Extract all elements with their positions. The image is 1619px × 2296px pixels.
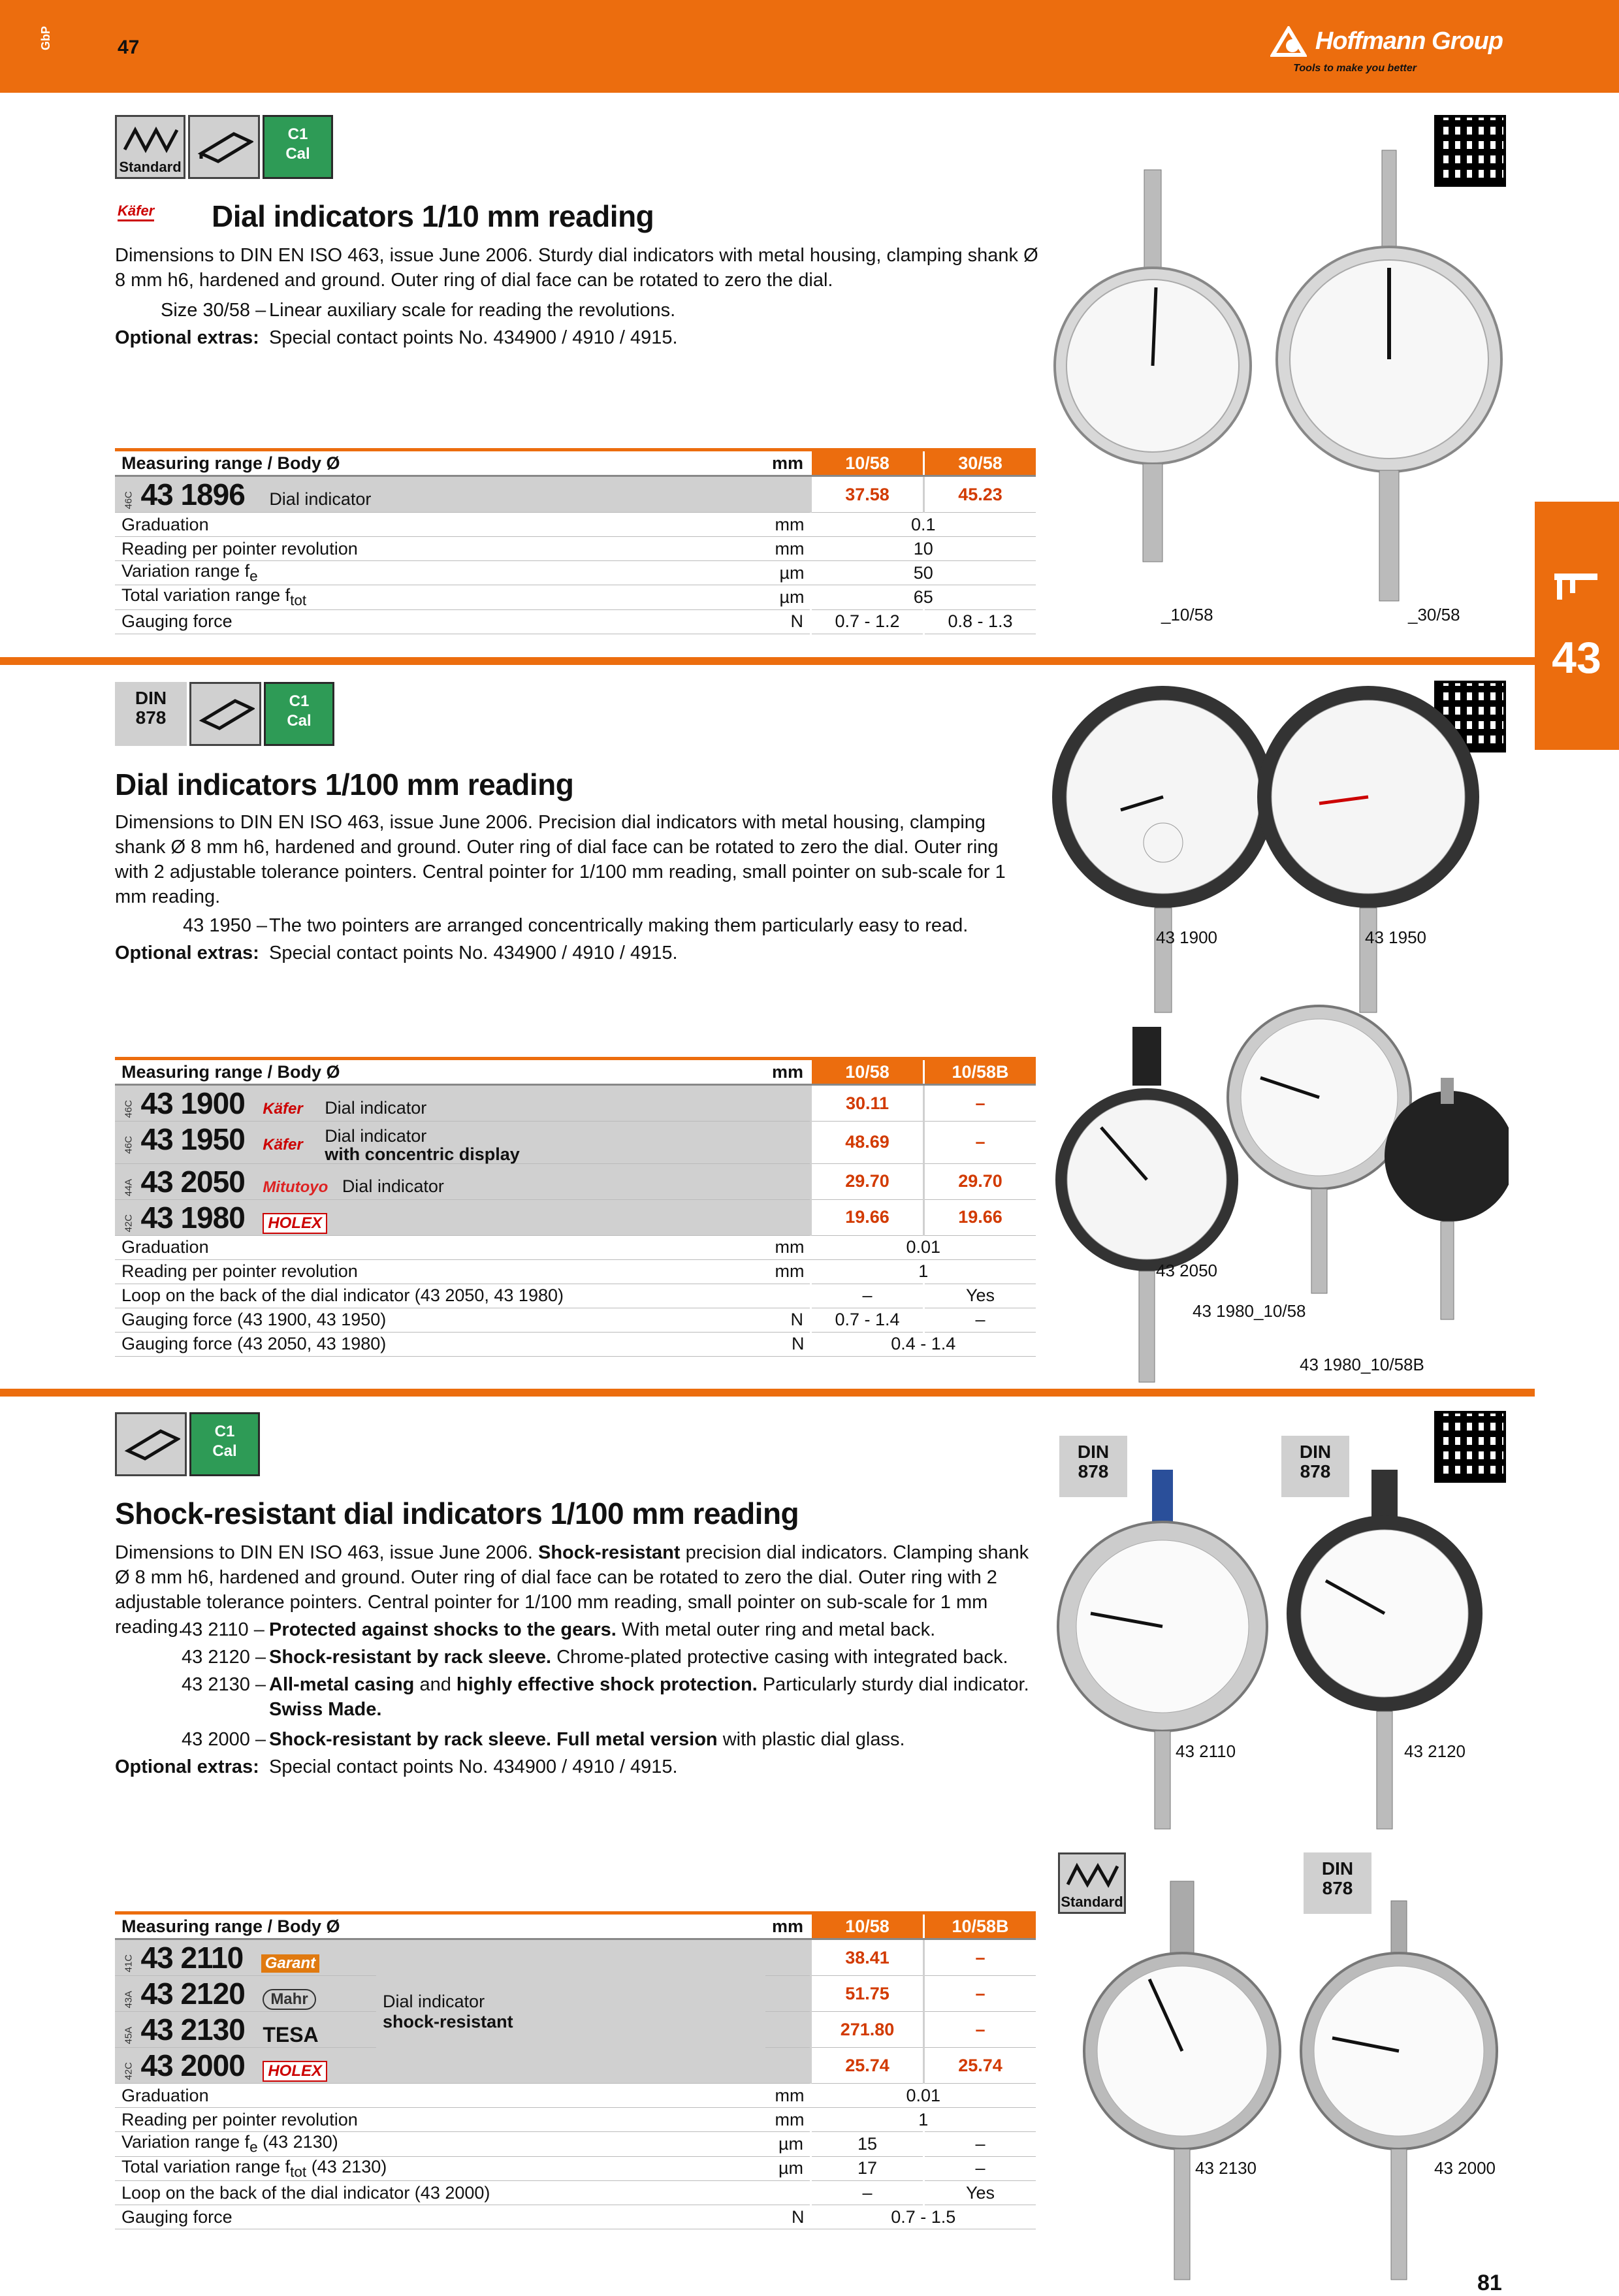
spec-value: 0.01 <box>811 2084 1036 2108</box>
section-divider <box>0 1389 1535 1397</box>
calibration-badge <box>264 682 334 746</box>
article-brand-logo: Mahr <box>263 1989 315 2010</box>
header-label: Measuring range / Body Ø <box>115 1913 765 1939</box>
spec-label-text: Variation range f <box>121 561 250 581</box>
dial-indicator-image-30-58 <box>1260 144 1515 614</box>
spec-value: 10 <box>811 537 1036 561</box>
brand-name: Hoffmann Group <box>1315 27 1503 55</box>
article-cell <box>115 2048 376 2084</box>
article-price-1: 51.75 <box>811 1976 924 2012</box>
article-code: 44A <box>123 1178 135 1197</box>
section-page-number: 47 <box>118 37 140 58</box>
table-header-row <box>115 1059 1036 1085</box>
article-number[interactable]: 43 1980 <box>140 1200 245 1235</box>
spec-row <box>115 2181 1036 2205</box>
spec-value-1: 15 <box>811 2132 924 2156</box>
article-price-1: 48.69 <box>811 1122 924 1164</box>
gauge-badge <box>189 682 261 746</box>
calibration-badge-bottom: Cal <box>287 712 312 730</box>
article-row[interactable] <box>115 1199 1036 1235</box>
article-cell <box>115 1085 765 1122</box>
article-price-1: 271.80 <box>811 2012 924 2048</box>
din-badge <box>115 682 187 746</box>
article-brand-logo: Mitutoyo <box>263 1178 329 1196</box>
spec-unit: N <box>765 1332 811 1356</box>
section1-title: Dial indicators 1/10 mm reading <box>212 199 654 233</box>
spec-label <box>115 585 765 609</box>
spec-unit: N <box>765 2205 811 2229</box>
article-row[interactable] <box>115 1085 1036 1122</box>
spec-label <box>115 561 765 585</box>
article-price-1: 29.70 <box>811 1163 924 1199</box>
spec-value-1: – <box>811 2181 924 2205</box>
spec-value-1: 17 <box>811 2156 924 2180</box>
section1-note-text: Linear auxiliary scale for reading the revolutions. <box>269 300 676 321</box>
article-brand-logo: HOLEX <box>263 2061 327 2082</box>
section2-spec-table <box>115 1057 1036 1357</box>
calibration-badge-bottom: Cal <box>212 1442 237 1460</box>
article-description <box>325 1127 520 1163</box>
article-price-2: – <box>924 1122 1036 1164</box>
article-row[interactable] <box>115 476 1036 513</box>
section1-note-label: Size 30/58 – <box>161 300 266 321</box>
article-cell <box>115 1122 765 1164</box>
standard-badge <box>115 115 185 179</box>
calibration-badge-top: C1 <box>289 692 310 710</box>
note-plain: With metal outer ring and metal back. <box>616 1619 936 1640</box>
spec-unit: mm <box>765 2108 811 2132</box>
spec-row <box>115 2156 1036 2180</box>
article-price-2: – <box>924 1976 1036 2012</box>
article-price-2: 25.74 <box>924 2048 1036 2084</box>
spec-label <box>115 2156 765 2180</box>
article-brand-logo: TESA <box>263 2023 319 2047</box>
spec-unit: mm <box>765 2084 811 2108</box>
article-code: 42C <box>123 1214 135 1233</box>
article-price-1: 30.11 <box>811 1085 924 1122</box>
article-price-1: 19.66 <box>811 1199 924 1235</box>
spec-label-sub: e <box>249 568 258 585</box>
header-label: Measuring range / Body Ø <box>115 1059 765 1085</box>
spec-row <box>115 585 1036 609</box>
article-brand-logo: Käfer <box>263 1135 303 1154</box>
note-plain: Chrome-plated protective casing with integrated back. <box>551 1647 1008 1668</box>
calibration-badge <box>189 1412 260 1476</box>
image-caption: _30/58 <box>1408 605 1460 624</box>
caliper-icon <box>1553 567 1599 605</box>
section3-title: Shock-resistant dial indicators 1/100 mm reading <box>115 1496 799 1530</box>
header-col-2: 30/58 <box>924 450 1036 476</box>
standard-icon <box>122 123 181 156</box>
spec-label-sub: tot <box>290 592 307 609</box>
spec-row <box>115 2205 1036 2229</box>
article-number[interactable]: 43 2130 <box>140 2013 245 2046</box>
article-price-2: – <box>924 1085 1036 1122</box>
din-label: DIN <box>1077 1442 1110 1462</box>
spec-unit: mm <box>765 1259 811 1284</box>
note-plain: Particularly sturdy dial indicator. <box>757 1674 1029 1695</box>
standard-label: Standard <box>119 159 182 175</box>
spec-value: 0.01 <box>811 1235 1036 1259</box>
article-brand-logo: Käfer <box>263 1099 303 1118</box>
spec-label: Graduation <box>115 2084 765 2108</box>
article-row[interactable] <box>115 1122 1036 1164</box>
article-number[interactable]: 43 2120 <box>140 1977 245 2011</box>
spec-value: 0.1 <box>811 513 1036 537</box>
note-label: 43 2120 – <box>182 1647 266 1668</box>
spec-label: Gauging force <box>115 2205 765 2229</box>
section-divider <box>0 657 1535 665</box>
image-caption: 43 1980_10/58B <box>1300 1355 1424 1374</box>
header-unit: mm <box>765 1913 811 1939</box>
gauge-block-icon <box>121 1425 180 1464</box>
dial-indicator-image-432110 <box>1051 1463 1274 1835</box>
article-cell <box>115 2012 376 2048</box>
image-caption: 43 2120 <box>1404 1741 1466 1761</box>
kafer-logo-text: Käfer <box>118 202 154 221</box>
section1-extras-label: Optional extras: <box>115 327 259 348</box>
dial-indicator-image-432120 <box>1274 1463 1496 1835</box>
note-bold: Shock-resistant by rack sleeve. Full metal version <box>269 1729 718 1750</box>
article-number[interactable]: 43 2000 <box>140 2048 245 2083</box>
table-header-row <box>115 1913 1036 1939</box>
article-description: Dial indicator <box>342 1176 444 1196</box>
spec-unit <box>765 1284 811 1308</box>
image-caption: 43 1950 <box>1365 928 1426 947</box>
spec-label: Reading per pointer revolution <box>115 537 765 561</box>
spec-value-1: 0.7 - 1.4 <box>811 1308 924 1332</box>
din-number: 878 <box>1300 1461 1331 1481</box>
article-code: 45A <box>123 2026 135 2045</box>
header-col-2: 10/58B <box>924 1913 1036 1939</box>
spec-row <box>115 2084 1036 2108</box>
spec-row <box>115 1332 1036 1356</box>
din-label: DIN <box>1299 1442 1332 1462</box>
spec-label: Reading per pointer revolution <box>115 2108 765 2132</box>
article-cell <box>115 1939 376 1976</box>
note-bold: Shock-resistant by rack sleeve. <box>269 1647 552 1668</box>
spec-value: 1 <box>811 1259 1036 1284</box>
standard-label: Standard <box>1061 1894 1123 1910</box>
din-number: 878 <box>1322 1878 1353 1898</box>
spec-unit <box>765 2181 811 2205</box>
spec-row <box>115 537 1036 561</box>
article-description-line1: Dial indicator <box>325 1125 427 1146</box>
din-label: DIN <box>1321 1858 1354 1879</box>
calibration-badge-top: C1 <box>214 1423 235 1440</box>
spec-value: 0.4 - 1.4 <box>811 1332 1036 1356</box>
spec-label: Graduation <box>115 1235 765 1259</box>
group-description <box>376 1939 765 2084</box>
spec-value: 1 <box>811 2108 1036 2132</box>
spec-value-2: – <box>924 1308 1036 1332</box>
article-code: 41C <box>123 1954 135 1973</box>
note-label: 43 2110 – <box>182 1619 264 1640</box>
dial-indicator-image-432130 <box>1071 1875 1293 2286</box>
spec-label-suffix: (43 2130) <box>257 2132 338 2152</box>
spec-value-2: 0.8 - 1.3 <box>924 609 1036 634</box>
article-description-line2: with concentric display <box>325 1144 520 1164</box>
note-bold: All-metal casing <box>269 1674 415 1695</box>
spec-value: 65 <box>811 585 1036 609</box>
group-description-line2: shock-resistant <box>383 2011 513 2031</box>
article-code: 43A <box>123 1990 135 2009</box>
article-description: Dial indicator <box>269 489 372 509</box>
spec-label-sub: e <box>249 2139 258 2156</box>
article-price-2: – <box>924 1939 1036 1976</box>
header-unit: mm <box>765 450 811 476</box>
note-text <box>269 1645 1008 1670</box>
section2-extras-text: Special contact points No. 434900 / 4910 / 4915. <box>269 943 678 963</box>
header-unit: mm <box>765 1059 811 1085</box>
spec-label: Loop on the back of the dial indicator (43 2000) <box>115 2181 765 2205</box>
image-caption: 43 1980_10/58 <box>1193 1301 1306 1321</box>
spec-value-2: Yes <box>924 1284 1036 1308</box>
spec-label-suffix: (43 2130) <box>306 2156 387 2176</box>
dial-indicator-image-432050 <box>1049 1023 1245 1389</box>
spec-row <box>115 1308 1036 1332</box>
dial-indicator-image-432000 <box>1293 1894 1515 2286</box>
article-code: 46C <box>123 491 135 509</box>
image-caption: 43 2050 <box>1156 1261 1217 1280</box>
spec-label-text: Total variation range f <box>121 2156 291 2176</box>
header-label: Measuring range / Body Ø <box>115 450 765 476</box>
spec-value: 50 <box>811 561 1036 585</box>
dial-indicator-image-10-58 <box>1045 144 1260 588</box>
header-col-1: 10/58 <box>811 1059 924 1085</box>
description-part: precision dial indicators. Clamping shank Ø 8 mm h6, hardened and ground. Outer ring of dial face can be rotated to zero the dial. Outer ring with 2 adjustable tolerance pointers. Central pointer for 1/100 mm reading, small pointer on sub-scale for 1 mm reading. <box>115 1542 1029 1638</box>
gauge-block-icon <box>196 694 255 734</box>
spec-unit: N <box>765 1308 811 1332</box>
spec-row <box>115 1235 1036 1259</box>
header-col-2: 10/58B <box>924 1059 1036 1085</box>
section2-note-text: The two pointers are arranged concentrically making them particularly easy to read. <box>269 915 969 936</box>
note-plain: and <box>414 1674 457 1695</box>
article-price-2: 45.23 <box>924 476 1036 513</box>
calibration-badge-top: C1 <box>287 125 308 143</box>
brand-tagline: Tools to make you better <box>1293 63 1417 74</box>
note-label: 43 2000 – <box>182 1729 266 1750</box>
spec-label-text: Variation range f <box>121 2132 250 2152</box>
gauge-badge <box>115 1412 187 1476</box>
din-number: 878 <box>1078 1461 1109 1481</box>
section1-extras-text: Special contact points No. 434900 / 4910 / 4915. <box>269 327 678 348</box>
gauge-block-icon <box>195 127 253 167</box>
spec-label: Gauging force <box>115 609 765 634</box>
dial-indicator-image-431980-1058b <box>1378 1052 1509 1346</box>
spec-row <box>115 1284 1036 1308</box>
hoffmann-logo-icon <box>1270 26 1307 57</box>
section2-extras-label: Optional extras: <box>115 943 259 963</box>
article-number[interactable]: 43 2050 <box>140 1164 245 1199</box>
header-col-1: 10/58 <box>811 450 924 476</box>
section3-extras-text: Special contact points No. 434900 / 4910 / 4915. <box>269 1756 678 1777</box>
article-cell <box>115 1199 765 1235</box>
article-price-1: 37.58 <box>811 476 924 513</box>
spec-unit: µm <box>765 561 811 585</box>
note-plain: with plastic dial glass. <box>717 1729 905 1750</box>
note-label: 43 2130 – <box>182 1674 266 1695</box>
note-text <box>269 1617 935 1642</box>
page-number: 81 <box>1477 2271 1502 2295</box>
article-description: Dial indicator <box>325 1098 427 1118</box>
spec-label: Loop on the back of the dial indicator (43 2050, 43 1980) <box>115 1284 765 1308</box>
article-number[interactable]: 43 1896 <box>140 477 245 511</box>
article-brand-logo: HOLEX <box>263 1213 327 1234</box>
header-col-1: 10/58 <box>811 1913 924 1939</box>
article-row[interactable] <box>115 1163 1036 1199</box>
section2-note-label: 43 1950 – <box>183 915 268 936</box>
note-bold: Swiss Made. <box>269 1699 382 1720</box>
section1-description: Dimensions to DIN EN ISO 463, issue June 2006. Sturdy dial indicators with metal housing, clamping shank Ø 8 mm h6, hardened and ground. Outer ring of dial face can be rotated to zero the dial. <box>115 245 1038 291</box>
spec-unit: mm <box>765 513 811 537</box>
description-part: Dimensions to DIN EN ISO 463, issue June 2006. <box>115 1542 538 1563</box>
spec-label-text: Total variation range f <box>121 585 291 606</box>
spec-label: Gauging force (43 1900, 43 1950) <box>115 1308 765 1332</box>
table-header-row <box>115 450 1036 476</box>
gauge-badge <box>188 115 260 179</box>
article-price-1: 25.74 <box>811 2048 924 2084</box>
spec-value-2: Yes <box>924 2181 1036 2205</box>
article-brand-logo: Garant <box>261 1954 319 1973</box>
image-caption: _10/58 <box>1161 605 1213 624</box>
image-caption: 43 2130 <box>1195 2158 1257 2178</box>
note-bold: Protected against shocks to the gears. <box>269 1619 617 1640</box>
spec-unit: N <box>765 609 811 634</box>
chapter-tab[interactable] <box>1535 502 1619 750</box>
spec-unit: µm <box>765 2132 811 2156</box>
spec-value-2: – <box>924 2156 1036 2180</box>
chapter-number: 43 <box>1552 633 1601 683</box>
spec-unit: mm <box>765 537 811 561</box>
spec-row <box>115 2132 1036 2156</box>
spec-unit: µm <box>765 585 811 609</box>
image-caption: 43 2110 <box>1176 1741 1236 1761</box>
article-code: 42C <box>123 2062 135 2080</box>
calibration-badge-bottom: Cal <box>285 145 310 163</box>
article-number[interactable]: 43 1950 <box>140 1122 245 1156</box>
spec-label: Graduation <box>115 513 765 537</box>
description-bold: Shock-resistant <box>537 1542 681 1563</box>
article-code: 46C <box>123 1135 135 1154</box>
din-number: 878 <box>135 707 167 728</box>
section3-spec-table <box>115 1911 1036 2229</box>
kafer-logo <box>118 202 209 225</box>
article-cell <box>115 476 765 513</box>
section2-description: Dimensions to DIN EN ISO 463, issue June 2006. Precision dial indicators with metal housing, clamping shank Ø 8 mm h6, hardened and ground. Outer ring of dial face can be rotated to zero the dial. Outer ring with 2 adjustable tolerance pointers. Central pointer for 1/100 mm reading, small pointer on sub-scale for 1 mm reading. <box>115 812 1006 907</box>
article-price-2: 29.70 <box>924 1163 1036 1199</box>
spec-value-1: 0.7 - 1.2 <box>811 609 924 634</box>
article-price-1: 38.41 <box>811 1939 924 1976</box>
spec-unit: µm <box>765 2156 811 2180</box>
note-bold: highly effective shock protection. <box>456 1674 758 1695</box>
spec-row <box>115 609 1036 634</box>
spec-label-sub: tot <box>290 2163 307 2180</box>
article-number[interactable]: 43 2110 <box>140 1941 244 1975</box>
article-cell <box>115 1163 765 1199</box>
section2-title: Dial indicators 1/100 mm reading <box>115 768 574 801</box>
article-row[interactable] <box>115 1939 1036 1976</box>
article-price-2: – <box>924 2012 1036 2048</box>
calibration-badge <box>263 115 333 179</box>
spec-value: 0.7 - 1.5 <box>811 2205 1036 2229</box>
section1-spec-table <box>115 448 1036 634</box>
group-description-line1: Dial indicator <box>383 1991 485 2011</box>
note-text <box>269 1672 1040 1722</box>
spec-value-1: – <box>811 1284 924 1308</box>
spec-row <box>115 513 1036 537</box>
catalog-code: GbP <box>39 25 53 51</box>
image-caption: 43 1900 <box>1156 928 1217 947</box>
article-code: 46C <box>123 1099 135 1118</box>
spec-row <box>115 2108 1036 2132</box>
spec-label: Reading per pointer revolution <box>115 1259 765 1284</box>
article-cell <box>115 1976 376 2012</box>
spec-label: Gauging force (43 2050, 43 1980) <box>115 1332 765 1356</box>
spec-label <box>115 2132 765 2156</box>
spec-value-2: – <box>924 2132 1036 2156</box>
section3-extras-label: Optional extras: <box>115 1756 259 1777</box>
spec-row <box>115 1259 1036 1284</box>
article-price-2: 19.66 <box>924 1199 1036 1235</box>
note-text <box>269 1727 905 1752</box>
din-label: DIN <box>135 688 167 708</box>
dial-indicator-image-431950 <box>1247 679 1489 1019</box>
image-caption: 43 2000 <box>1434 2158 1496 2178</box>
spec-row <box>115 561 1036 585</box>
spec-unit: mm <box>765 1235 811 1259</box>
article-number[interactable]: 43 1900 <box>140 1086 245 1120</box>
